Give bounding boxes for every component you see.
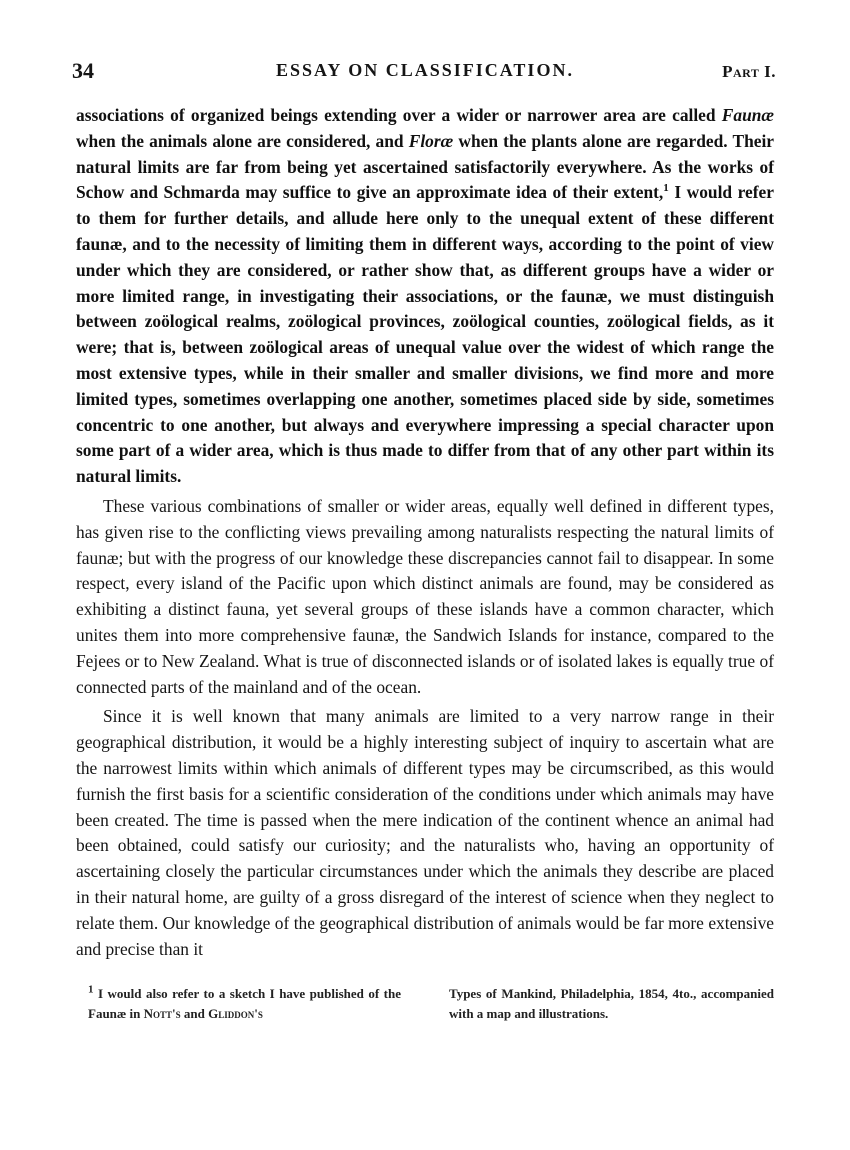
text-run: I would refer to them for further details, and allude here only to the unequal extent of these different faunæ, and to the necessity of limiting them in different ways, according to the point of view under which they are considered, or rather show that, as different groups have a wider or more limited range, in investigating their associations, or the faunæ, we must distinguish between zoölogical realms, zoölogical provinces, zoölogical counties, zoölogical fields, as it were; that is, between zoölogical areas of unequal value over the widest of which range the most extensive types, while in their smaller and smaller divisions, we find more and more limited types, sometimes overlapping one another, sometimes placed side by side, sometimes concentric to one another, but always and everywhere impressing a special character upon some part of a wider area, which is thus made to differ from that of any other part within its natural limits. bbox=[76, 182, 774, 487]
footnote-conjunction: and bbox=[180, 1006, 209, 1022]
text-run: when the plants alone are regarded. Their natural limits are far from being yet ascertained satisfactorily everywhere. As the works of Schow and Schmarda may suffice to give an approximate idea of their extent, bbox=[76, 130, 775, 203]
book-page bbox=[72, 58, 776, 1024]
footnote-author-nott: Nott's bbox=[143, 1006, 181, 1022]
running-title: ESSAY ON CLASSIFICATION. bbox=[276, 60, 574, 80]
footnote-left-column bbox=[76, 984, 401, 1024]
text-run: These various combinations of smaller or wider areas, equally well defined in different types, has given rise to the conflicting views prevailing among naturalists respecting the natural limits of faunæ; but with the progress of our knowledge these discrepancies cannot fail to disappear. In some respect, every island of the Pacific upon which distinct animals are found, may be considered as exhibiting a distinct fauna, yet several groups of these islands have a common character, which unites them into more comprehensive faunæ, the Sandwich Islands for instance, compared to the Fejees or to New Zealand. What is true of disconnected islands or of isolated lakes is equally true of connected parts of the mainland and of the ocean. bbox=[76, 495, 774, 697]
footnote-author-gliddon: Gliddon's bbox=[208, 1006, 263, 1022]
page-number: 34 bbox=[72, 58, 94, 83]
footnote-marker: 1 bbox=[88, 983, 94, 996]
text-run: associations of organized beings extending over a wider or narrower area are called bbox=[76, 105, 722, 125]
paragraph bbox=[76, 704, 774, 962]
italic-term: Faunæ bbox=[721, 105, 774, 125]
footnote-reference: 1 bbox=[663, 182, 669, 195]
body-text bbox=[76, 103, 774, 962]
italic-term: Floræ bbox=[408, 130, 454, 151]
text-run: Since it is well known that many animals are limited to a very narrow range in their geographical distribution, it would be a highly interesting subject of inquiry to ascertain what are the narrowest limits within which animals of different types may be circumscribed, as this would furnish the first basis for a scientific consideration of the conditions under which animals may have been created. The time is passed when the mere indication of the continent whence an animal had been obtained, could satisfy our curiosity; and the naturalists who, having an opportunity of ascertaining closely the particular circumstances under which the animals they describe are placed in their natural home, are guilty of a gross disregard of the interest of science when they neglect to relate them. Our knowledge of the geographical distribution of animals would be far more extensive and precise than it bbox=[76, 706, 774, 959]
footnote-right-column: Types of Mankind, Philadelphia, 1854, 4to., accompanied with a map and illustrations. bbox=[449, 986, 774, 1022]
paragraph bbox=[76, 103, 774, 490]
footnote bbox=[76, 984, 774, 1024]
footnote-text: I would also refer to a sketch I have published of the Faunæ in bbox=[88, 986, 401, 1022]
page-header bbox=[72, 58, 776, 88]
text-run: when the animals alone are considered, and bbox=[76, 130, 409, 151]
paragraph bbox=[76, 494, 774, 700]
part-label: Part I. bbox=[722, 62, 776, 81]
